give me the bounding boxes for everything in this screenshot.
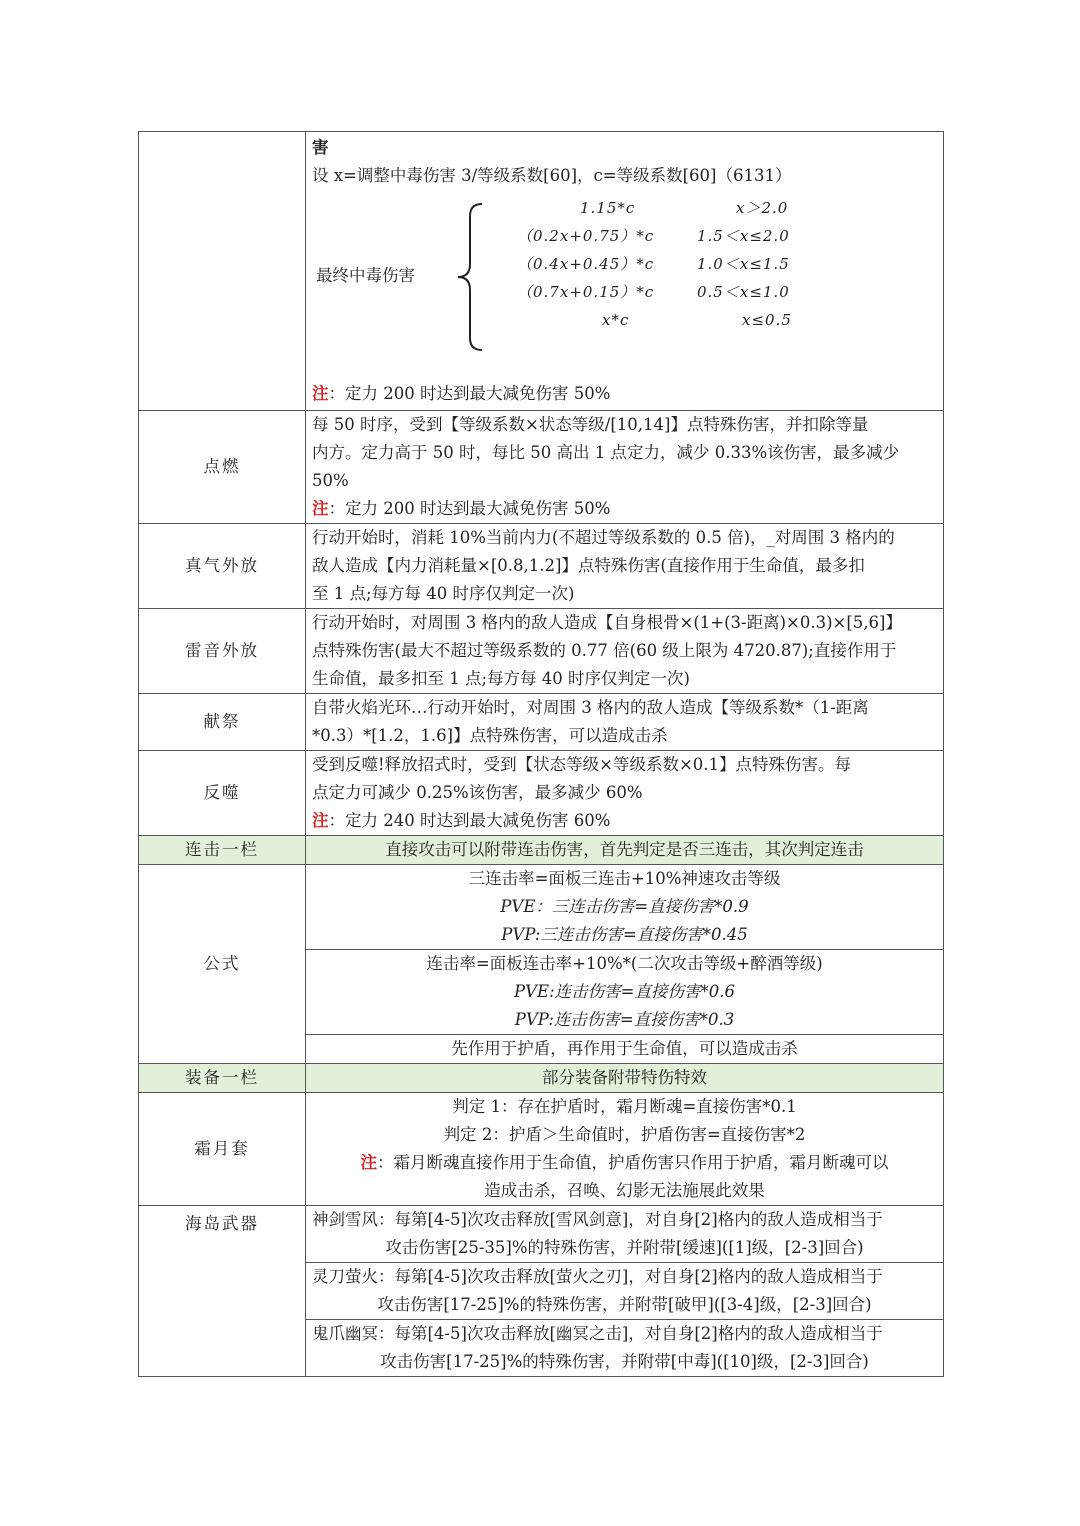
note-line-2: 造成击杀，召唤、幻影无法施展此效果 [484, 1181, 765, 1200]
case-cond: x＞2.0 [736, 199, 789, 217]
table-row-ignite [139, 411, 944, 524]
row-label: 公式 [139, 865, 306, 1064]
final-poison-label: 最终中毒伤害 [316, 266, 415, 285]
note-mark: 注 [312, 499, 329, 518]
text-line: 判定 1：存在护盾时，霜月断魂=直接伤害*0.1 [452, 1097, 797, 1116]
section-row-equipment [139, 1064, 944, 1093]
text-line: 受到反噬!释放招式时，受到【状态等级×等级系数×0.1】点特殊伤害。每 [312, 755, 852, 774]
note-line [312, 1149, 937, 1177]
row-label: 真气外放 [139, 524, 306, 609]
left-brace-icon [452, 202, 492, 352]
note-text: ：霜月断魂直接作用于生命值，护盾伤害只作用于护盾，霜月断魂可以 [377, 1153, 889, 1172]
section-label: 装备一栏 [139, 1064, 306, 1093]
poison-definition: 设 x=调整中毒伤害 3/等级系数[60]，c=等级系数[60]（6131） [312, 166, 792, 185]
row-label-empty [139, 132, 306, 411]
weapon-line: 鬼爪幽冥：每第[4-5]次攻击释放[幽冥之击]，对自身[2]格内的敌人造成相当于 [312, 1324, 883, 1343]
formula-block-triple [306, 865, 944, 950]
weapon-line: 攻击伤害[17-25]%的特殊伤害，并附带[中毒]([10]级，[2-3]回合) [380, 1352, 869, 1371]
table-row-frost-set [139, 1093, 944, 1206]
table-row-poison [139, 132, 944, 411]
case-expr: （0.7x+0.15）*c [517, 283, 655, 301]
weapon-cell [306, 1206, 944, 1263]
text-line: *0.3）*[1.2，1.6]】点特殊伤害，可以造成击杀 [312, 726, 668, 745]
text-line: 内方。定力高于 50 时，每比 50 高出 1 点定力，减少 0.33%该伤害，最多减少 [312, 443, 900, 462]
section-label: 连击一栏 [139, 836, 306, 865]
weapon-line: 神剑雪风：每第[4-5]次攻击释放[雪风剑意]，对自身[2]格内的敌人造成相当于 [312, 1210, 883, 1229]
formula-line: PVP:三连击伤害=直接伤害*0.45 [501, 925, 748, 944]
table-row-formula [139, 865, 944, 950]
text-line: 敌人造成【内力消耗量×[0.8,1.2]】点特殊伤害(直接作用于生命值，最多扣 [312, 556, 865, 575]
text-line: 每 50 时序，受到【等级系数×状态等级/[10,14]】点特殊伤害，并扣除等量 [312, 415, 869, 434]
formula-line: PVE：三连击伤害=直接伤害*0.9 [500, 897, 749, 916]
formula-line: PVE:连击伤害=直接伤害*0.6 [514, 982, 735, 1001]
case-cond: x≤0.5 [742, 311, 792, 329]
formula-block-combo [306, 950, 944, 1035]
text-line: 自带火焰光环…行动开始时，对周围 3 格内的敌人造成【等级系数*（1-距离 [312, 698, 869, 717]
section-row-combo [139, 836, 944, 865]
note-mark: 注 [312, 811, 329, 830]
row-label: 点燃 [139, 411, 306, 524]
case-expr: 1.15*c [580, 199, 636, 217]
weapon-cell [306, 1320, 944, 1377]
row-content [306, 1093, 944, 1206]
row-content [306, 609, 944, 694]
row-label: 献祭 [139, 694, 306, 751]
case-expr: x*c [602, 311, 630, 329]
section-text: 直接攻击可以附带连击伤害，首先判定是否三连击，其次判定连击 [306, 836, 944, 865]
text-line: 判定 2：护盾＞生命值时，护盾伤害=直接伤害*2 [443, 1125, 806, 1144]
text-line: 行动开始时，对周围 3 格内的敌人造成【自身根骨×(1+(3-距离)×0.3)×[5,6]】 [312, 613, 902, 632]
row-label: 海岛武器 [139, 1206, 306, 1377]
note-mark: 注 [312, 384, 329, 403]
row-content [306, 751, 944, 836]
note-mark: 注 [360, 1153, 377, 1172]
table-row-backlash [139, 751, 944, 836]
row-label: 雷音外放 [139, 609, 306, 694]
text-line: 至 1 点;每方每 40 时序仅判定一次) [312, 584, 575, 603]
weapon-line: 攻击伤害[17-25]%的特殊伤害，并附带[破甲]([3-4]级，[2-3]回合) [377, 1295, 872, 1314]
poison-cell [306, 132, 944, 411]
section-text: 部分装备附带特伤特效 [306, 1064, 944, 1093]
case-expr: （0.2x+0.75）*c [517, 227, 655, 245]
note-line [312, 807, 937, 835]
formula-line: 三连击率=面板三连击+10%神速攻击等级 [468, 869, 781, 888]
formula-line: 连击率=面板连击率+10%*(二次攻击等级+醉酒等级) [426, 954, 823, 973]
weapon-cell [306, 1263, 944, 1320]
case-cond: 1.5＜x≤2.0 [697, 227, 790, 245]
text-line: 50% [312, 471, 349, 490]
note-text: ：定力 200 时达到最大减免伤害 50% [328, 384, 611, 403]
weapon-line: 灵刀萤火：每第[4-5]次攻击释放[萤火之刃]，对自身[2]格内的敌人造成相当于 [312, 1267, 883, 1286]
case-cond: 0.5＜x≤1.0 [697, 283, 790, 301]
case-cond: 1.0＜x≤1.5 [697, 255, 790, 273]
table-row-sacrifice [139, 694, 944, 751]
table-row-thunder-release [139, 609, 944, 694]
poison-note [312, 380, 937, 408]
text-line: 点定力可减少 0.25%该伤害，最多减少 60% [312, 783, 643, 802]
text-line: 行动开始时，消耗 10%当前内力(不超过等级系数的 0.5 倍)，_对周围 3 格内的 [312, 528, 895, 547]
piecewise-formula [312, 190, 937, 380]
text-line: 点特殊伤害(最大不超过等级系数的 0.77 倍(60 级上限为 4720.87);直接作用于 [312, 641, 897, 660]
note-text: ：定力 240 时达到最大减免伤害 60% [328, 811, 611, 830]
row-content [306, 524, 944, 609]
formula-block-order: 先作用于护盾，再作用于生命值，可以造成击杀 [306, 1035, 944, 1064]
table-row-qi-release [139, 524, 944, 609]
table-row-island-weapons [139, 1206, 944, 1263]
note-line [312, 495, 937, 523]
poison-heading: 害 [312, 138, 329, 157]
note-text: ：定力 200 时达到最大减免伤害 50% [328, 499, 611, 518]
case-expr: （0.4x+0.45）*c [517, 255, 655, 273]
text-line: 生命值，最多扣至 1 点;每方每 40 时序仅判定一次) [312, 669, 690, 688]
row-label: 霜月套 [139, 1093, 306, 1206]
mechanics-table [138, 131, 944, 1377]
weapon-line: 攻击伤害[25-35]%的特殊伤害，并附带[缓速]([1]级，[2-3]回合) [385, 1238, 864, 1257]
row-content [306, 411, 944, 524]
row-content [306, 694, 944, 751]
row-label: 反噬 [139, 751, 306, 836]
formula-line: PVP:连击伤害=直接伤害*0.3 [514, 1010, 735, 1029]
